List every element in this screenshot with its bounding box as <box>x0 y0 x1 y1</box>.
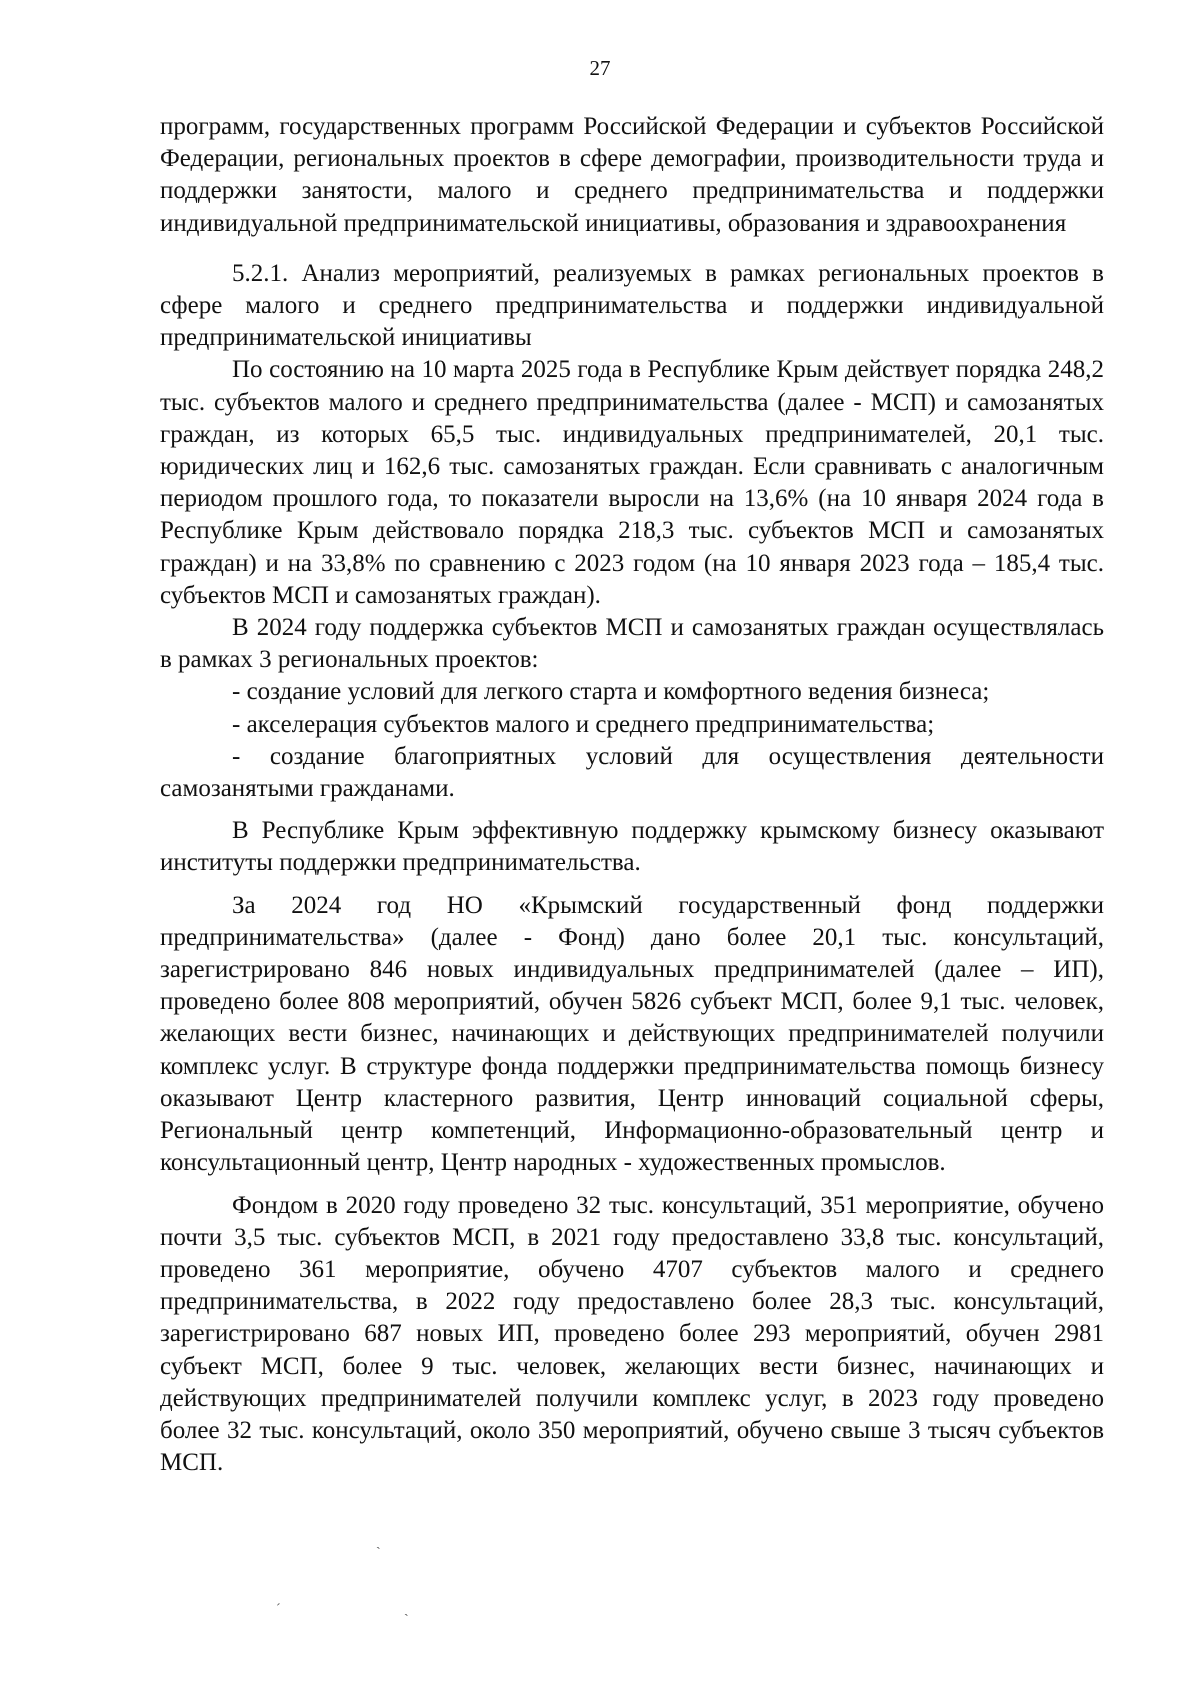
section-heading-5-2-1: 5.2.1. Анализ мероприятий, реализуемых в рамках региональных проектов в сфере малого и среднего предпринимательства и поддержки индивидуальной предпринимательской инициативы <box>160 259 1104 352</box>
paragraph-regional-projects: В 2024 году поддержка субъектов МСП и самозанятых граждан осуществлялась в рамках 3 региональных проектов: <box>160 614 1104 674</box>
list-item-project-3: - создание благоприятных условий для осуществления деятельности самозанятыми гражданами. <box>160 742 1104 803</box>
list-item-project-2: - акселерация субъектов малого и среднего предпринимательства; <box>232 710 935 738</box>
page-number: 27 <box>589 56 611 80</box>
list-item-project-1: - создание условий для легкого старта и комфортного ведения бизнеса; <box>232 678 990 706</box>
paragraph-continuation: программ, государственных программ Российской Федерации и субъектов Российской Федерации, региональных проектов в сфере демографии, производительности труда и поддержки занятости, малого и среднего предпринимательства и поддержки индивидуальной предпринимательской инициативы, образования и здравоохранения <box>160 113 1104 237</box>
document-body <box>160 111 1104 1479</box>
scan-speck: ˏ <box>376 1535 381 1550</box>
paragraph-msp-count: По состоянию на 10 марта 2025 года в Республике Крым действует порядка 248,2 тыс. субъектов малого и среднего предпринимательства (далее - МСП) и самозанятых граждан, из которых 65,5 тыс. индивидуальных предпринимателей, 20,1 тыс. юридических лиц и 162,6 тыс. самозанятых граждан. Если сравнивать с аналогичным периодом прошлого года, то показатели выросли на 13,6% (на 10 января 2024 года в Республике Крым действовало порядка 218,3 тыс. субъектов МСП и самозанятых граждан) и на 33,8% по сравнению с 2023 годом (на 10 января 2023 года – 185,4 тыс. субъектов МСП и самозанятых граждан). <box>160 356 1104 609</box>
scan-speck: ˎ <box>404 1602 409 1617</box>
paragraph-support-institutions: В Республике Крым эффективную поддержку крымскому бизнесу оказывают институты поддержки предпринимательства. <box>160 817 1104 877</box>
paragraph-fund-2024: За 2024 год НО «Крымский государственный фонд поддержки предпринимательства» (далее - Фонд) дано более 20,1 тыс. консультаций, зарегистрировано 846 новых индивидуальных предпринимателей (далее – ИП), проведено более 808 мероприятий, обучен 5826 субъект МСП, более 9,1 тыс. человек, желающих вести бизнес, начинающих и действующих предпринимателей получили комплекс услуг. В структуре фонда поддержки предпринимательства помощь бизнесу оказывают Центр кластерного развития, Центр инноваций социальной сферы, Региональный центр компетенций, Информационно-образовательный центр и консультационный центр, Центр народных - художественных промыслов. <box>160 891 1104 1177</box>
paragraph-fund-history: Фондом в 2020 году проведено 32 тыс. консультаций, 351 мероприятие, обучено почти 3,5 тыс. субъектов МСП, в 2021 году предоставлено 33,8 тыс. консультаций, проведено 361 мероприятие, обучено 4707 субъектов малого и среднего предпринимательства, в 2022 году предоставлено более 28,3 тыс. консультаций, зарегистрировано 687 новых ИП, проведено более 293 мероприятий, обучен 2981 субъект МСП, более 9 тыс. человек, желающих вести бизнес, начинающих и действующих предпринимателей получили комплекс услуг, в 2023 году проведено более 32 тыс. консультаций, около 350 мероприятий, обучено свыше 3 тысяч субъектов МСП. <box>160 1191 1104 1477</box>
scan-speck: ˊ <box>276 1602 281 1617</box>
